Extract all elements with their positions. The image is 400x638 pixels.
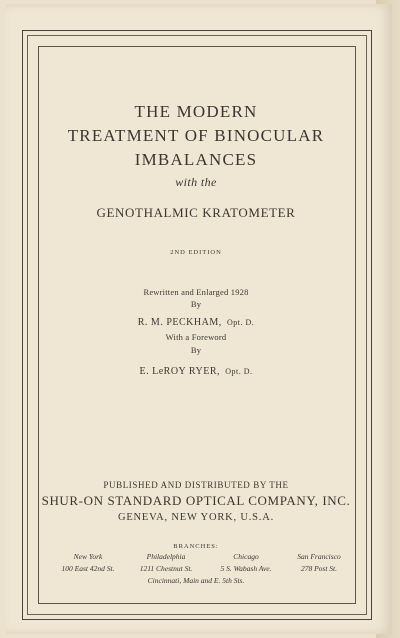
author-line (38, 312, 354, 330)
foreword-author-line (38, 361, 354, 379)
title-with: with the (175, 175, 217, 189)
by-line-2: By (190, 345, 202, 355)
title-line-2: TREATMENT OF BINOCULAR (67, 126, 325, 145)
branch-address: 5 S. Wabash Ave. (220, 564, 272, 573)
branch-city: Chicago (233, 552, 259, 561)
foreword-author-degree: Opt. D. (225, 367, 253, 376)
publisher-line: PUBLISHED AND DISTRIBUTED BY THE (103, 480, 289, 490)
edition-label: 2ND EDITION (170, 249, 222, 256)
branch-address: 100 East 42nd St. (61, 564, 115, 573)
branch-san-francisco (284, 551, 354, 575)
title-device: GENOTHALMIC KRATOMETER (96, 205, 296, 220)
title-line-1: THE MODERN (134, 102, 258, 121)
foreword-author-name: E. LeROY RYER, (139, 366, 221, 377)
author-degree: Opt. D. (226, 318, 255, 327)
branch-address: 1211 Chestnut St. (139, 564, 193, 573)
branch-city: San Francisco (297, 552, 341, 561)
branch-city: Philadelphia (146, 552, 186, 561)
foreword-line: With a Foreword (165, 332, 227, 342)
branch-philadelphia (126, 551, 206, 575)
rewritten-line: Rewritten and Enlarged 1928 (143, 287, 249, 297)
branch-cincinnati: Cincinnati, Main and E. 5th Sts. (147, 576, 245, 585)
branches-heading: BRANCHES: (173, 543, 219, 550)
by-line-1: By (190, 299, 202, 309)
branch-new-york (52, 551, 124, 575)
author-name: R. M. PECKHAM, (137, 317, 222, 328)
title-page-content (38, 46, 354, 602)
branch-address: 278 Post St. (300, 564, 338, 573)
branch-chicago (206, 551, 286, 575)
title-page (6, 4, 392, 634)
publisher-company: SHUR-ON STANDARD OPTICAL COMPANY, INC. (41, 493, 351, 508)
title-line-3: IMBALANCES (134, 150, 258, 169)
branch-city: New York (73, 552, 103, 561)
publisher-cities: GENEVA, NEW YORK, U.S.A. (117, 512, 275, 523)
